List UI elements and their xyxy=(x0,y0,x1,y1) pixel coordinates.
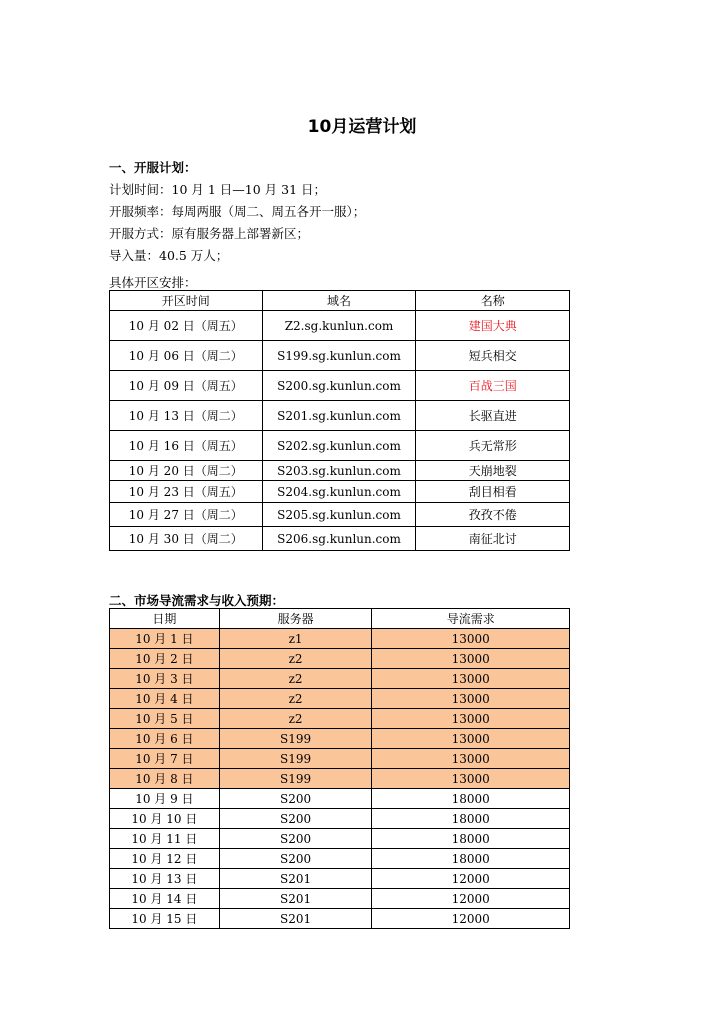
cell-time: 10 月 27 日（周二） xyxy=(110,503,263,527)
cell-demand: 13000 xyxy=(372,669,570,689)
cell-demand: 18000 xyxy=(372,809,570,829)
table1-caption: 具体开区安排： xyxy=(109,275,197,290)
cell-date: 10 月 14 日 xyxy=(110,889,220,909)
cell-name: 建国大典 xyxy=(416,311,570,341)
plan-method: 开服方式：原有服务器上部署新区； xyxy=(109,226,310,241)
table-row xyxy=(110,769,570,789)
cell-domain: S204.sg.kunlun.com xyxy=(262,481,416,503)
table-row xyxy=(110,809,570,829)
cell-server: S200 xyxy=(219,849,372,869)
cell-demand: 13000 xyxy=(372,769,570,789)
cell-server: S199 xyxy=(219,729,372,749)
cell-demand: 13000 xyxy=(372,709,570,729)
table-row xyxy=(110,527,570,551)
cell-demand: 18000 xyxy=(372,829,570,849)
cell-server: z2 xyxy=(219,689,372,709)
cell-name: 兵无常形 xyxy=(416,431,570,461)
table-row xyxy=(110,341,570,371)
plan-frequency: 开服频率：每周两服（周二、周五各开一服）； xyxy=(109,204,366,219)
cell-domain: Z2.sg.kunlun.com xyxy=(262,311,416,341)
cell-date: 10 月 7 日 xyxy=(110,749,220,769)
cell-demand: 18000 xyxy=(372,849,570,869)
cell-name: 短兵相交 xyxy=(416,341,570,371)
cell-demand: 13000 xyxy=(372,689,570,709)
column-header: 服务器 xyxy=(219,609,372,629)
plan-time: 计划时间：10 月 1 日—10 月 31 日； xyxy=(109,182,327,197)
cell-date: 10 月 8 日 xyxy=(110,769,220,789)
table-row xyxy=(110,481,570,503)
cell-date: 10 月 15 日 xyxy=(110,909,220,929)
cell-server: z1 xyxy=(219,629,372,649)
plan-volume: 导入量：40.5 万人； xyxy=(109,248,229,263)
cell-server: S201 xyxy=(219,869,372,889)
cell-domain: S202.sg.kunlun.com xyxy=(262,431,416,461)
table-row xyxy=(110,371,570,401)
cell-domain: S203.sg.kunlun.com xyxy=(262,461,416,481)
cell-server: S200 xyxy=(219,789,372,809)
cell-date: 10 月 11 日 xyxy=(110,829,220,849)
table-row xyxy=(110,869,570,889)
table-row xyxy=(110,669,570,689)
table-row xyxy=(110,749,570,769)
table-row xyxy=(110,431,570,461)
cell-server: S200 xyxy=(219,829,372,849)
cell-name: 刮目相看 xyxy=(416,481,570,503)
cell-date: 10 月 10 日 xyxy=(110,809,220,829)
cell-date: 10 月 12 日 xyxy=(110,849,220,869)
table-row xyxy=(110,709,570,729)
table-row xyxy=(110,689,570,709)
cell-demand: 13000 xyxy=(372,749,570,769)
table-row xyxy=(110,889,570,909)
page-title: 10月运营计划 xyxy=(307,117,417,137)
cell-server: S201 xyxy=(219,909,372,929)
cell-time: 10 月 02 日（周五） xyxy=(110,311,263,341)
table-row xyxy=(110,729,570,749)
table-row xyxy=(110,629,570,649)
table-row xyxy=(110,909,570,929)
column-header: 开区时间 xyxy=(110,291,263,311)
cell-date: 10 月 13 日 xyxy=(110,869,220,889)
table-row xyxy=(110,849,570,869)
cell-demand: 13000 xyxy=(372,629,570,649)
cell-date: 10 月 2 日 xyxy=(110,649,220,669)
table-row xyxy=(110,311,570,341)
cell-domain: S206.sg.kunlun.com xyxy=(262,527,416,551)
cell-name: 百战三国 xyxy=(416,371,570,401)
column-header: 日期 xyxy=(110,609,220,629)
column-header: 导流需求 xyxy=(372,609,570,629)
cell-name: 天崩地裂 xyxy=(416,461,570,481)
section1-heading: 一、开服计划： xyxy=(109,160,197,175)
cell-server: z2 xyxy=(219,669,372,689)
cell-demand: 12000 xyxy=(372,909,570,929)
server-schedule-table xyxy=(109,290,570,551)
cell-date: 10 月 3 日 xyxy=(110,669,220,689)
cell-domain: S205.sg.kunlun.com xyxy=(262,503,416,527)
traffic-demand-table xyxy=(109,608,570,929)
cell-time: 10 月 23 日（周五） xyxy=(110,481,263,503)
table-row xyxy=(110,829,570,849)
cell-domain: S200.sg.kunlun.com xyxy=(262,371,416,401)
cell-date: 10 月 5 日 xyxy=(110,709,220,729)
cell-demand: 13000 xyxy=(372,729,570,749)
section2-heading: 二、市场导流需求与收入预期： xyxy=(109,593,285,608)
cell-name: 长驱直进 xyxy=(416,401,570,431)
table-row xyxy=(110,401,570,431)
cell-demand: 13000 xyxy=(372,649,570,669)
cell-time: 10 月 06 日（周二） xyxy=(110,341,263,371)
column-header: 名称 xyxy=(416,291,570,311)
table-row xyxy=(110,461,570,481)
cell-server: S201 xyxy=(219,889,372,909)
cell-server: z2 xyxy=(219,649,372,669)
cell-time: 10 月 30 日（周二） xyxy=(110,527,263,551)
cell-server: S199 xyxy=(219,749,372,769)
table-row xyxy=(110,649,570,669)
cell-time: 10 月 09 日（周五） xyxy=(110,371,263,401)
cell-date: 10 月 1 日 xyxy=(110,629,220,649)
cell-time: 10 月 20 日（周二） xyxy=(110,461,263,481)
cell-date: 10 月 4 日 xyxy=(110,689,220,709)
cell-name: 南征北讨 xyxy=(416,527,570,551)
cell-time: 10 月 16 日（周五） xyxy=(110,431,263,461)
cell-name: 孜孜不倦 xyxy=(416,503,570,527)
cell-server: S199 xyxy=(219,769,372,789)
cell-demand: 12000 xyxy=(372,889,570,909)
column-header: 域名 xyxy=(262,291,416,311)
cell-date: 10 月 6 日 xyxy=(110,729,220,749)
cell-demand: 12000 xyxy=(372,869,570,889)
cell-date: 10 月 9 日 xyxy=(110,789,220,809)
cell-domain: S201.sg.kunlun.com xyxy=(262,401,416,431)
cell-server: S200 xyxy=(219,809,372,829)
table-row xyxy=(110,503,570,527)
table-row xyxy=(110,789,570,809)
cell-domain: S199.sg.kunlun.com xyxy=(262,341,416,371)
cell-demand: 18000 xyxy=(372,789,570,809)
cell-server: z2 xyxy=(219,709,372,729)
cell-time: 10 月 13 日（周二） xyxy=(110,401,263,431)
